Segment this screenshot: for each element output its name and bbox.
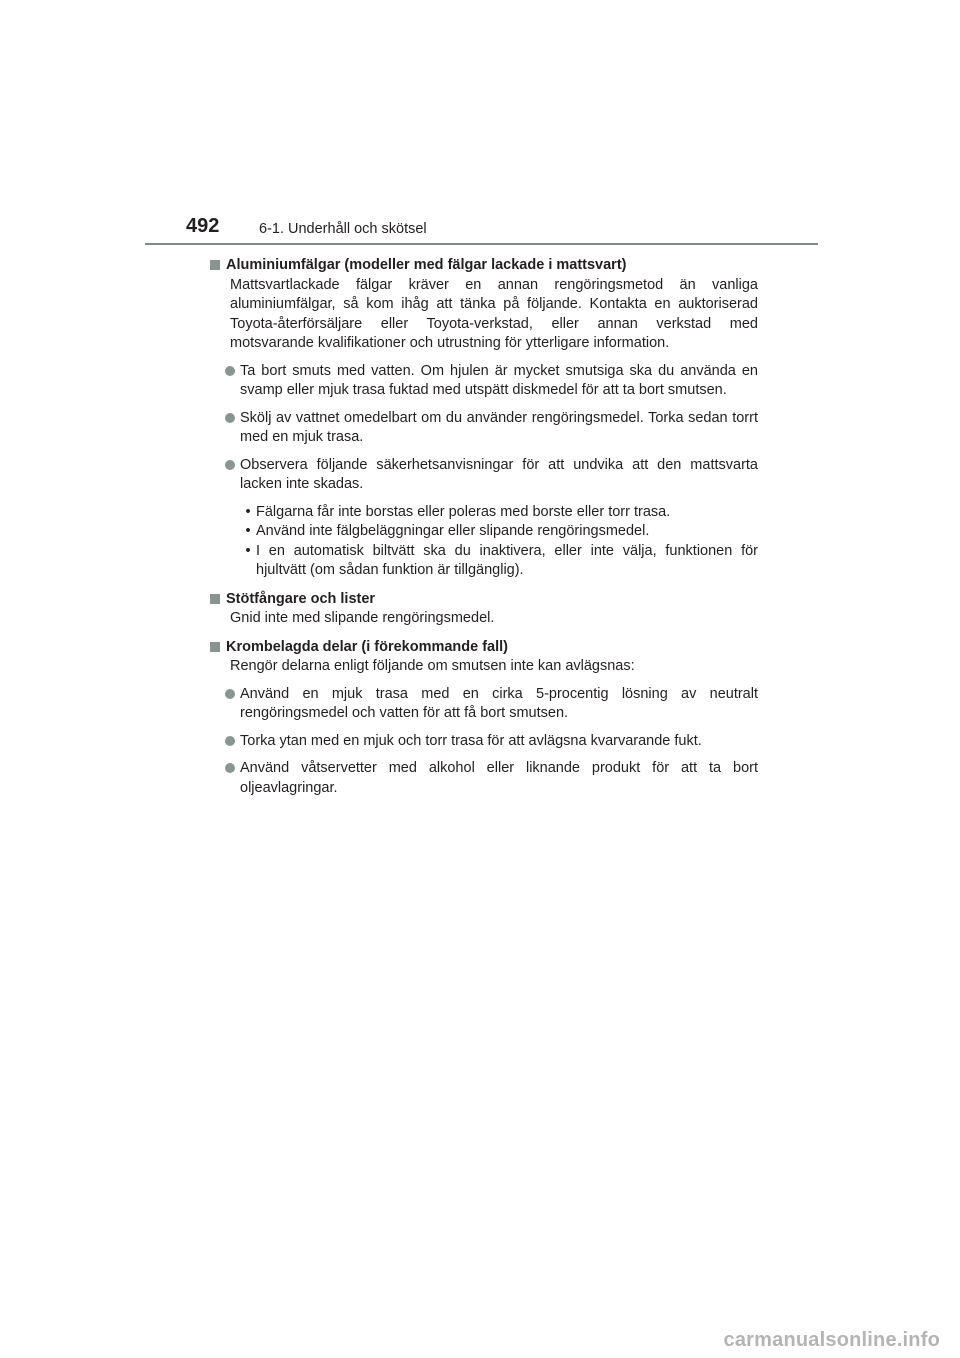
sub-list-item-text: Använd inte fälgbeläggningar eller slipande rengöringsmedel. — [256, 523, 650, 539]
list-item — [210, 362, 758, 401]
page-number: 492 — [186, 215, 220, 237]
block-heading-wheels — [210, 256, 758, 276]
page-content — [210, 256, 758, 798]
sub-list — [210, 503, 758, 581]
round-bullet-icon — [225, 366, 235, 376]
sub-list-item-text: I en automatisk biltvätt ska du inaktivera, eller inte välja, funktionen för hjultvätt (om sådan funktion är tillgänglig). — [256, 542, 758, 578]
small-bullet-icon: • — [245, 523, 251, 539]
list-item — [210, 759, 758, 798]
list-item — [210, 456, 758, 495]
round-bullet-icon — [225, 689, 235, 699]
list-item-text: Använd våtservetter med alkohol eller liknande produkt för att ta bort oljeavlagringar. — [240, 760, 758, 796]
block-heading-chrome — [210, 638, 758, 658]
sub-list-item — [240, 542, 758, 581]
small-bullet-icon: • — [245, 503, 251, 520]
block-title: Stötfångare och lister — [226, 590, 376, 607]
round-bullet-icon — [225, 736, 235, 746]
small-bullet-icon: • — [245, 542, 251, 559]
sub-list-item — [240, 503, 758, 523]
watermark: carmanualsonline.info — [723, 1329, 940, 1351]
block-title: Krombelagda delar (i förekommande fall) — [226, 638, 509, 655]
sub-list-item — [240, 522, 758, 542]
block-heading-bumpers — [210, 590, 758, 610]
block-body: Mattsvartlackade fälgar kräver en annan rengöringsmetod än vanliga aluminiumfälgar, så kom ihåg att tänka på följande. Kontakta en auktoriserad Toyota-återförsäljare eller Toyota-verkstad, eller annan verkstad med motsvarande kvalifikationer och utrustning för ytterligare information. — [230, 276, 758, 351]
list-item — [210, 685, 758, 724]
round-bullet-icon — [225, 413, 235, 423]
list-item-text: Torka ytan med en mjuk och torr trasa för att avlägsna kvarvarande fukt. — [240, 732, 702, 749]
list-item-text: Skölj av vattnet omedelbart om du använder rengöringsmedel. Torka sedan torrt med en mjuk trasa. — [240, 409, 758, 445]
block-title: Aluminiumfälgar (modeller med fälgar lackade i mattsvart) — [226, 257, 627, 273]
round-bullet-icon — [225, 460, 235, 470]
list-item-text: Ta bort smuts med vatten. Om hjulen är mycket smutsiga ska du använda en svamp eller mjuk trasa fuktad med utspätt diskmedel för att ta bort smutsen. — [240, 362, 758, 398]
square-bullet-icon — [210, 260, 220, 270]
list-item — [210, 409, 758, 448]
block-body: Gnid inte med slipande rengöringsmedel. — [230, 610, 495, 626]
header-divider — [145, 243, 818, 245]
round-bullet-icon — [225, 763, 235, 773]
sub-list-item-text: Fälgarna får inte borstas eller poleras med borste eller torr trasa. — [256, 503, 671, 520]
list-item-text: Observera följande säkerhetsanvisningar för att undvika att den mattsvarta lacken inte skadas. — [240, 456, 758, 492]
square-bullet-icon — [210, 594, 220, 604]
square-bullet-icon — [210, 642, 220, 652]
list-item — [210, 732, 758, 752]
section-title: 6-1. Underhåll och skötsel — [259, 221, 427, 237]
list-item-text: Använd en mjuk trasa med en cirka 5-procentig lösning av neutralt rengöringsmedel och vatten för att få bort smutsen. — [240, 685, 758, 721]
block-body: Rengör delarna enligt följande om smutsen inte kan avlägsnas: — [230, 658, 635, 674]
